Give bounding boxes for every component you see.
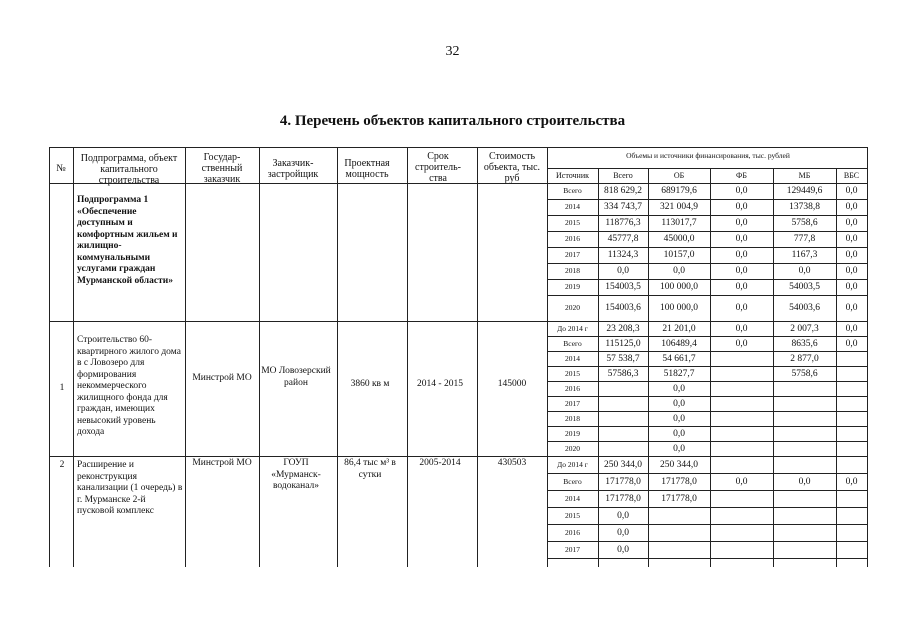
financing-value: 171778,0 xyxy=(661,493,697,504)
financing-source: 2016 xyxy=(565,527,580,537)
financing-value: 5758,6 xyxy=(791,218,818,228)
financing-value: 0,0 xyxy=(673,383,685,394)
financing-source: До 2014 г xyxy=(557,323,588,333)
financing-value: 0,0 xyxy=(845,303,858,313)
financing-value: 0,0 xyxy=(735,338,748,349)
table-rule xyxy=(407,147,408,567)
table-rule xyxy=(73,147,74,567)
table-rule xyxy=(547,507,867,508)
project-num: 1 xyxy=(59,383,65,393)
financing-value: 171778,0 xyxy=(605,476,641,487)
financing-source: 2020 xyxy=(565,443,580,453)
capital-construction-table xyxy=(49,147,867,567)
table-rule xyxy=(547,490,867,491)
financing-value: 113017,7 xyxy=(661,218,697,228)
financing-value: 0,0 xyxy=(617,510,629,521)
project-capacity: 3860 кв м xyxy=(350,379,390,389)
table-rule xyxy=(547,473,867,474)
financing-value: 2 007,3 xyxy=(790,323,819,334)
header-cost: Стоимость объекта, тыс. руб xyxy=(483,151,541,184)
financing-source: 2015 xyxy=(565,218,580,227)
project-capacity: 86,4 тыс м³ в сутки xyxy=(344,458,396,480)
financing-source: 2019 xyxy=(565,282,580,291)
financing-source: 2015 xyxy=(565,510,580,520)
financing-value: 0,0 xyxy=(617,544,629,555)
financing-value: 0,0 xyxy=(845,202,858,212)
table-rule xyxy=(547,263,867,264)
financing-source: 2020 xyxy=(565,303,580,312)
financing-subheader: ФБ xyxy=(736,171,747,180)
financing-value: 0,0 xyxy=(617,266,629,276)
financing-value: 0,0 xyxy=(845,266,858,276)
financing-value: 2 877,0 xyxy=(790,353,819,364)
financing-value: 334 743,7 xyxy=(604,202,642,212)
project-cost: 430503 xyxy=(497,458,527,468)
financing-value: 250 344,0 xyxy=(604,459,642,470)
table-rule xyxy=(547,558,867,559)
financing-value: 171778,0 xyxy=(661,476,697,487)
table-rule xyxy=(49,183,867,184)
table-rule xyxy=(49,147,867,148)
project-num: 2 xyxy=(59,460,65,470)
table-rule xyxy=(867,147,868,567)
header-num: № xyxy=(56,163,66,174)
financing-value: 106489,4 xyxy=(661,338,697,349)
financing-value: 0,0 xyxy=(735,250,748,260)
financing-value: 118776,3 xyxy=(605,218,641,228)
financing-value: 8635,6 xyxy=(791,338,818,349)
financing-value: 0,0 xyxy=(673,413,685,424)
project-name: Строительство 60-квартирного жилого дома в с Ловозеро для формирования некоммерческого жилищного фонда для граждан, имеющих невысокий уровень дохода xyxy=(77,335,181,437)
financing-source: 2017 xyxy=(565,250,580,259)
financing-value: 100 000,0 xyxy=(660,282,698,292)
financing-source: 2016 xyxy=(565,234,580,243)
financing-value: 13738,8 xyxy=(789,202,820,212)
financing-source: 2015 xyxy=(565,368,580,378)
financing-value: 0,0 xyxy=(735,266,748,276)
financing-value: 0,0 xyxy=(845,476,858,487)
financing-value: 777,8 xyxy=(793,234,816,244)
financing-value: 0,0 xyxy=(735,234,748,244)
financing-value: 250 344,0 xyxy=(660,459,698,470)
financing-value: 0,0 xyxy=(673,428,685,439)
table-rule xyxy=(49,147,50,567)
financing-value: 0,0 xyxy=(735,282,748,292)
table-rule xyxy=(477,147,478,567)
financing-value: 171778,0 xyxy=(605,493,641,504)
financing-value: 54003,5 xyxy=(789,282,820,292)
table-rule xyxy=(547,231,867,232)
financing-value: 0,0 xyxy=(735,202,748,212)
financing-value: 57 538,7 xyxy=(606,353,640,364)
table-rule xyxy=(547,279,867,280)
table-rule xyxy=(259,147,260,567)
table-rule xyxy=(547,295,867,296)
financing-value: 0,0 xyxy=(673,443,685,454)
project-cost: 145000 xyxy=(497,379,527,389)
page-number: 32 xyxy=(445,44,460,59)
financing-value: 129449,6 xyxy=(786,186,823,196)
financing-value: 0,0 xyxy=(845,338,858,349)
financing-value: 0,0 xyxy=(798,266,811,276)
table-rule xyxy=(547,199,867,200)
financing-value: 45777,8 xyxy=(607,234,639,244)
financing-value: 0,0 xyxy=(735,323,748,334)
financing-source: 2014 xyxy=(565,353,580,363)
financing-source: 2014 xyxy=(565,202,580,211)
financing-value: 0,0 xyxy=(617,527,629,538)
table-rule xyxy=(547,524,867,525)
financing-value: 11324,3 xyxy=(607,250,639,260)
header-period: Срок строитель-ства xyxy=(415,151,461,184)
financing-source: Всего xyxy=(563,338,582,348)
header-customer: Государ-ственный заказчик xyxy=(201,152,243,185)
financing-source: 2017 xyxy=(565,398,580,408)
financing-value: 154003,6 xyxy=(605,303,641,313)
financing-value: 51827,7 xyxy=(663,368,695,379)
header-financing: Объемы и источники финансирования, тыс. рублей xyxy=(626,151,790,160)
page-title: 4. Перечень объектов капитального строительства xyxy=(279,113,626,129)
financing-subheader: ВБС xyxy=(843,171,860,180)
project-name: Подпрограмма 1 «Обеспечение доступным и комфортным жильем и жилищно-коммунальными услугами граждан Мурманской области» xyxy=(77,195,178,286)
financing-value: 10157,0 xyxy=(663,250,695,260)
financing-source: 2018 xyxy=(565,413,580,423)
financing-value: 0,0 xyxy=(845,234,858,244)
project-period: 2005-2014 xyxy=(419,458,461,468)
table-rule xyxy=(547,541,867,542)
financing-value: 0,0 xyxy=(735,218,748,228)
financing-value: 0,0 xyxy=(845,186,858,196)
financing-value: 23 208,3 xyxy=(606,323,640,334)
header-developer: Заказчик-застройщик xyxy=(267,158,319,180)
financing-value: 0,0 xyxy=(673,266,685,276)
financing-value: 57586,3 xyxy=(607,368,639,379)
financing-source: Всего xyxy=(563,186,582,195)
financing-value: 0,0 xyxy=(845,218,858,228)
financing-value: 0,0 xyxy=(735,476,748,487)
financing-value: 1167,3 xyxy=(791,250,818,260)
financing-value: 5758,6 xyxy=(791,368,818,379)
header-subprogram: Подпрограмма, объект капитального строительства xyxy=(80,153,178,186)
financing-source: До 2014 г xyxy=(557,459,588,469)
financing-value: 0,0 xyxy=(845,250,858,260)
financing-value: 0,0 xyxy=(798,476,811,487)
financing-subheader: ОБ xyxy=(673,171,685,180)
financing-source: 2019 xyxy=(565,428,580,438)
project-developer: МО Ловозерский район xyxy=(261,366,331,388)
project-customer: Минстрой МО xyxy=(192,458,252,468)
financing-source: 2014 xyxy=(565,493,580,503)
financing-value: 115125,0 xyxy=(605,338,641,349)
financing-value: 689179,6 xyxy=(661,186,697,196)
financing-value: 0,0 xyxy=(735,303,748,313)
financing-source: Всего xyxy=(563,476,582,486)
table-rule xyxy=(185,147,186,567)
financing-value: 0,0 xyxy=(845,323,858,334)
financing-value: 54 661,7 xyxy=(662,353,696,364)
table-rule xyxy=(337,147,338,567)
financing-value: 45000,0 xyxy=(663,234,695,244)
financing-source: 2018 xyxy=(565,266,580,275)
project-customer: Минстрой МО xyxy=(192,373,252,383)
financing-value: 0,0 xyxy=(735,186,748,196)
financing-value: 0,0 xyxy=(673,398,685,409)
financing-value: 818 629,2 xyxy=(604,186,642,196)
header-capacity: Проектная мощность xyxy=(344,158,390,180)
financing-value: 321 004,9 xyxy=(660,202,698,212)
financing-source: 2017 xyxy=(565,544,580,554)
project-developer: ГОУП «Мурманск-водоканал» xyxy=(271,458,321,491)
table-rule xyxy=(49,456,867,457)
financing-value: 100 000,0 xyxy=(660,303,698,313)
financing-source: 2016 xyxy=(565,383,580,393)
project-name: Расширение и реконструкция канализации (1 очередь) в г. Мурманске 2-й пусковой комплекс xyxy=(77,460,183,516)
table-rule xyxy=(547,247,867,248)
financing-value: 0,0 xyxy=(845,282,858,292)
financing-value: 54003,6 xyxy=(789,303,820,313)
table-rule xyxy=(547,215,867,216)
financing-subheader: МБ xyxy=(798,171,811,180)
financing-value: 154003,5 xyxy=(605,282,641,292)
financing-value: 21 201,0 xyxy=(662,323,696,334)
financing-subheader: Источник xyxy=(556,171,589,180)
project-period: 2014 - 2015 xyxy=(417,379,463,389)
table-rule xyxy=(547,168,867,169)
financing-subheader: Всего xyxy=(613,171,633,180)
